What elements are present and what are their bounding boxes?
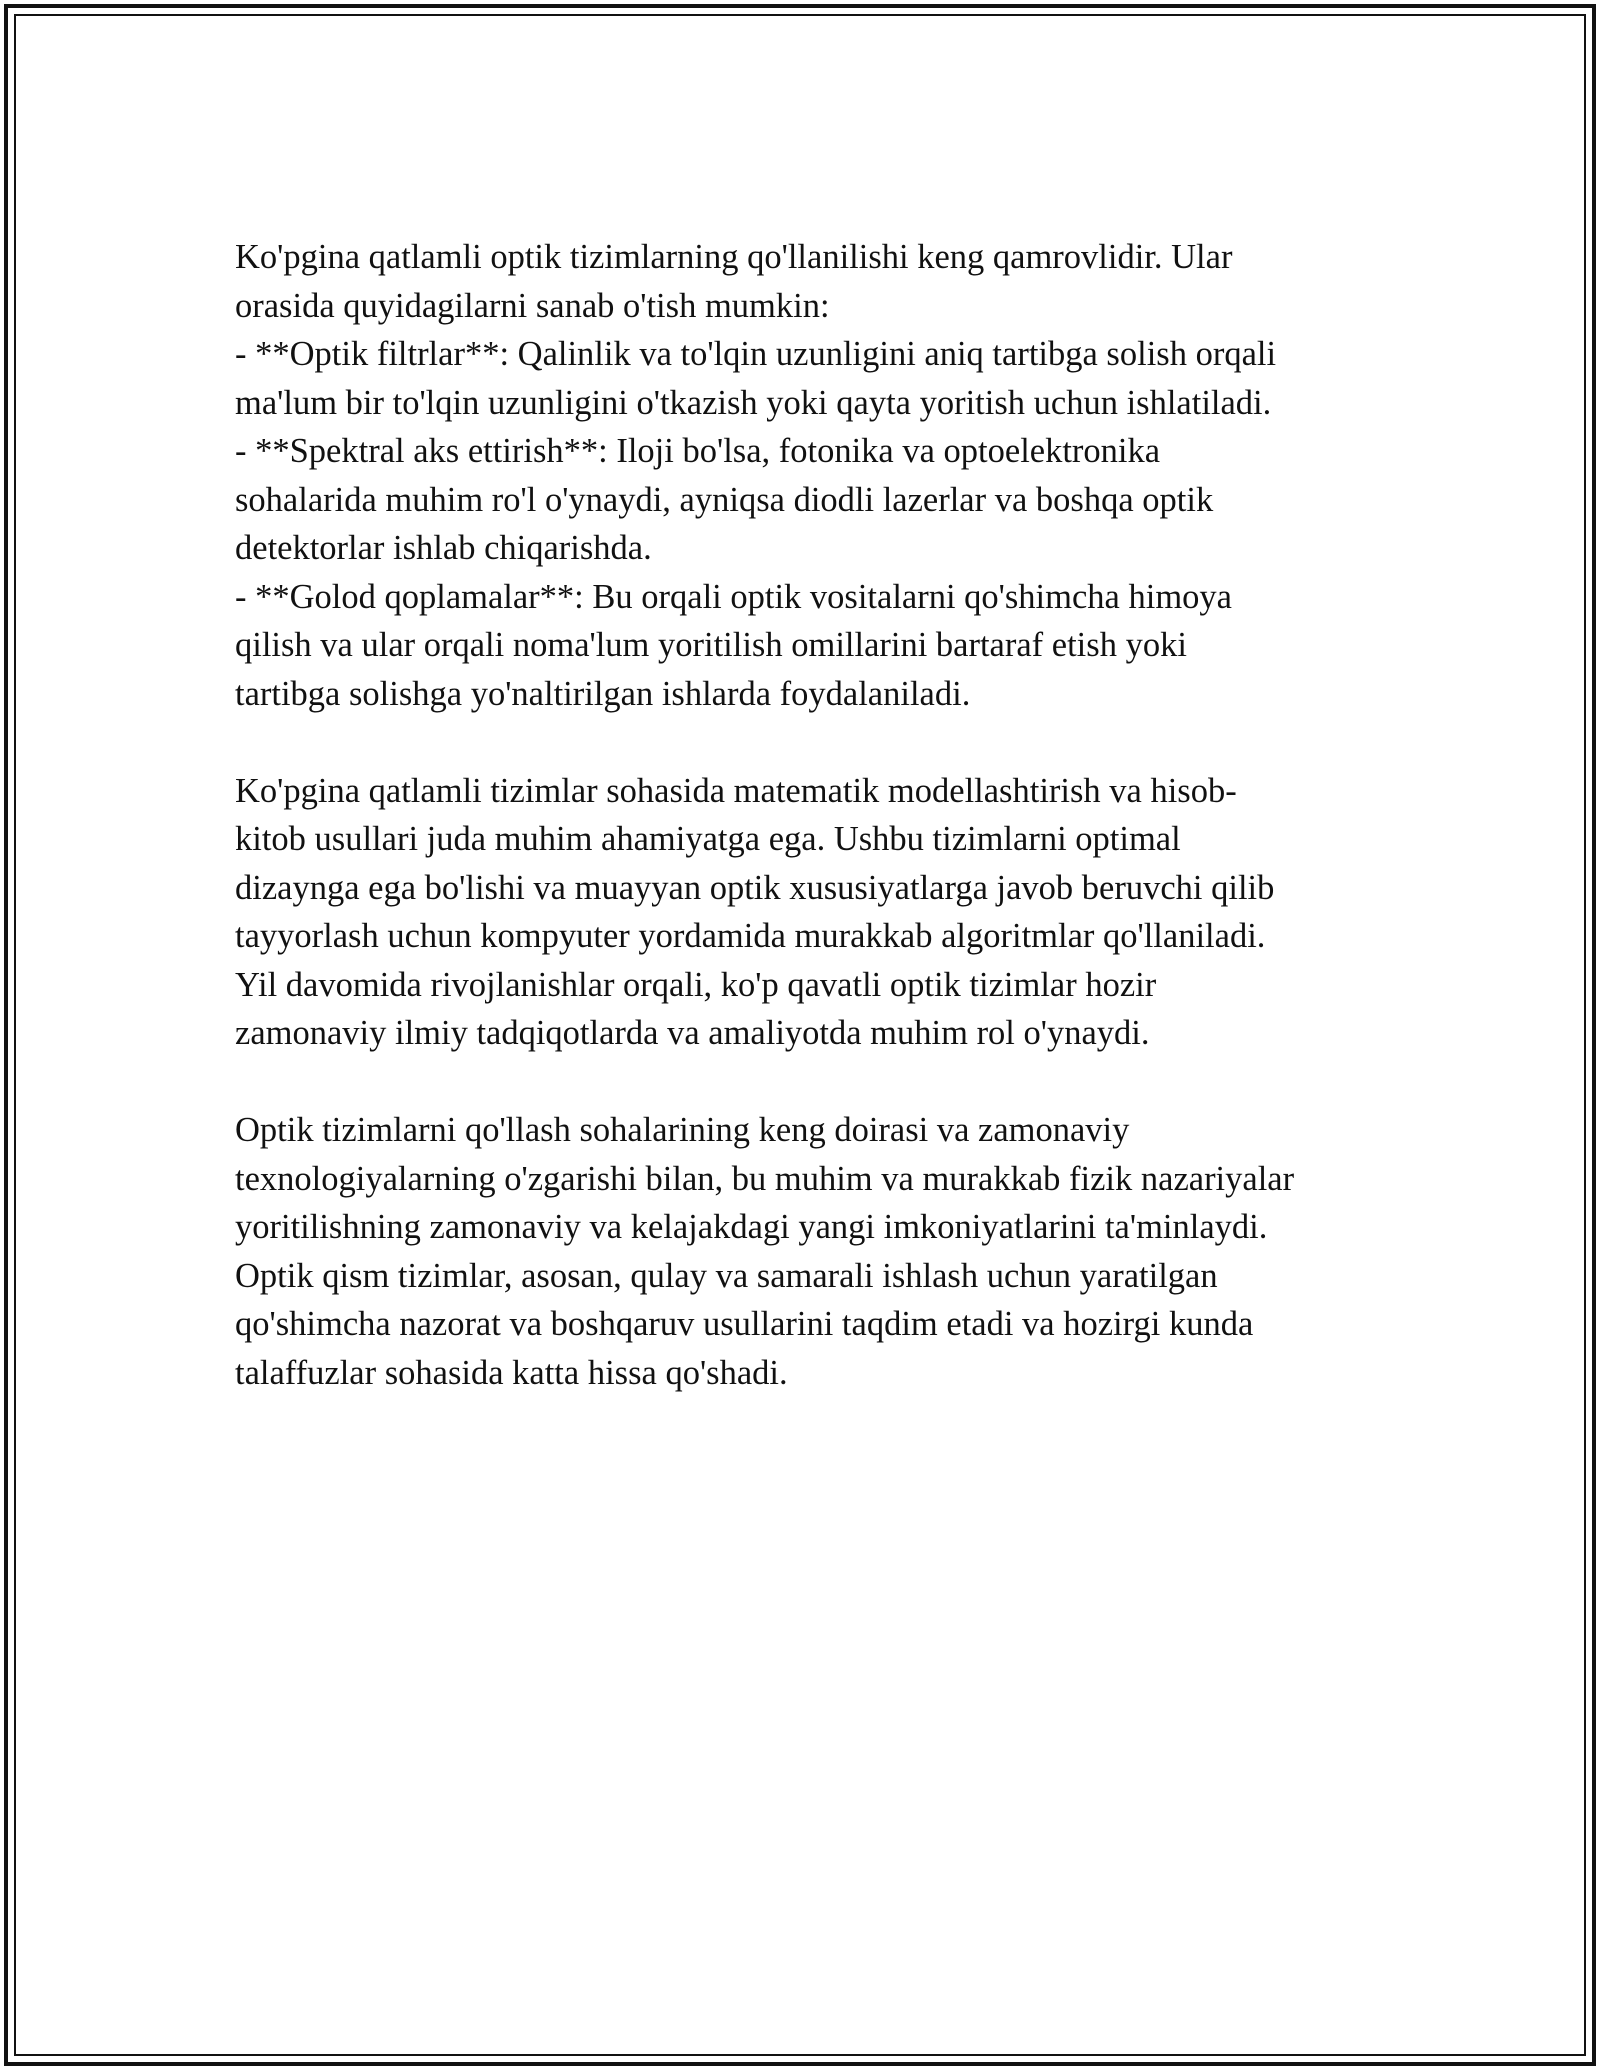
list-item-optical-filters: - **Optik filtrlar**: Qalinlik va to'lqin uzunligini aniq tartibga solish orqali — [235, 335, 1277, 373]
text-line: sohalarida muhim ro'l o'ynaydi, ayniqsa diodli lazerlar va boshqa optik — [235, 480, 1214, 519]
paragraph-conclusion — [235, 1106, 1385, 1397]
list-item-coatings: - **Golod qoplamalar**: Bu orqali optik vositalarni qo'shimcha himoya — [235, 577, 1232, 616]
text-line: Yil davomida rivojlanishlar orqali, ko'p qavatli optik tizimlar hozir — [235, 965, 1157, 1004]
paragraph-gap — [235, 718, 1385, 767]
text-line: orasida quyidagilarni sanab o'tish mumkin: — [235, 286, 830, 325]
text-line: talaffuzlar sohasida katta hissa qo'shadi. — [235, 1353, 788, 1392]
text-line: Optik qism tizimlar, asosan, qulay va samarali ishlash uchun yaratilgan — [235, 1256, 1218, 1295]
text-line: zamonaviy ilmiy tadqiqotlarda va amaliyotda muhim rol o'ynaydi. — [235, 1014, 1150, 1052]
text-line: Ko'pgina qatlamli tizimlar sohasida matematik modellashtirish va hisob- — [235, 771, 1237, 810]
text-line: texnologiyalarning o'zgarishi bilan, bu muhim va murakkab fizik nazariyalar — [235, 1159, 1295, 1198]
text-line: ma'lum bir to'lqin uzunligini o'tkazish yoki qayta yoritish uchun ishlatiladi. — [235, 383, 1272, 422]
text-line: Ko'pgina qatlamli optik tizimlarning qo'llanilishi keng qamrovlidir. Ular — [235, 238, 1233, 276]
text-line: qilish va ular orqali noma'lum yoritilish omillarini bartaraf etish yoki — [235, 626, 1187, 664]
text-line: tayyorlash uchun kompyuter yordamida murakkab algoritmlar qo'llaniladi. — [235, 917, 1266, 955]
text-line: tartibga solishga yo'naltirilgan ishlarda foydalaniladi. — [235, 674, 971, 713]
text-line: yoritilishning zamonaviy va kelajakdagi yangi imkoniyatlarini ta'minlaydi. — [235, 1208, 1268, 1246]
text-line: qo'shimcha nazorat va boshqaruv usullarini taqdim etadi va hozirgi kunda — [235, 1305, 1254, 1343]
text-line: kitob usullari juda muhim ahamiyatga ega. Ushbu tizimlarni optimal — [235, 820, 1181, 858]
text-line: dizaynga ega bo'lishi va muayyan optik xususiyatlarga javob beruvchi qilib — [235, 868, 1275, 907]
paragraph-gap — [235, 1058, 1385, 1107]
text-line: Optik tizimlarni qo'llash sohalarining keng doirasi va zamonaviy — [235, 1111, 1130, 1149]
paragraph-applications — [235, 233, 1385, 718]
list-item-spectral-reflection: - **Spektral aks ettirish**: Iloji bo'lsa, fotonika va optoelektronika — [235, 432, 1161, 470]
paragraph-modeling — [235, 767, 1385, 1058]
text-line: detektorlar ishlab chiqarishda. — [235, 529, 652, 567]
document-body — [235, 233, 1385, 1397]
